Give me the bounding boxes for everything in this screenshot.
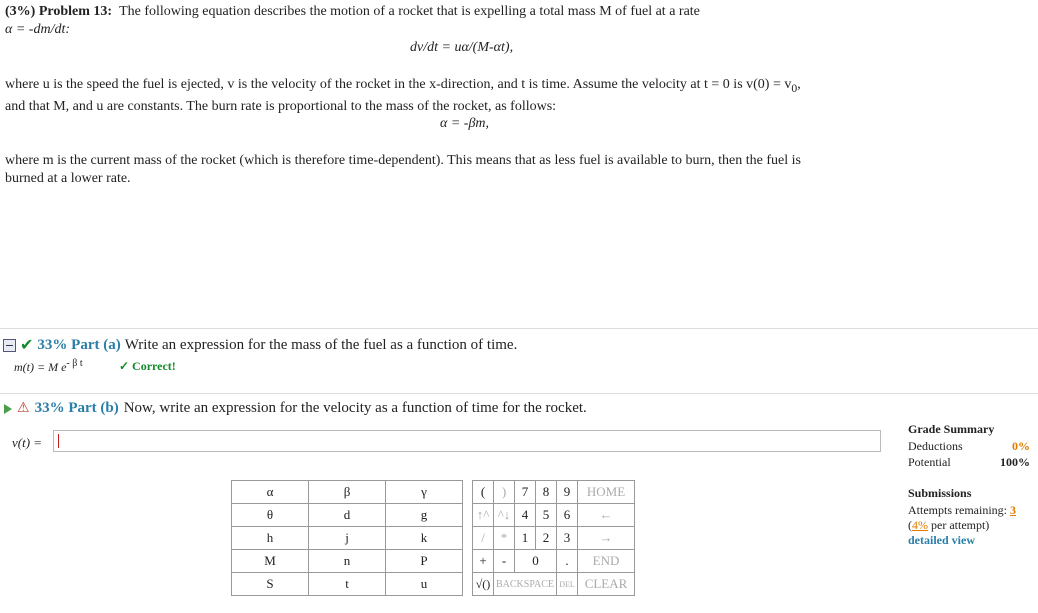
key-0[interactable]: 0: [515, 550, 557, 573]
key-j[interactable]: j: [309, 527, 386, 550]
submissions-title: Submissions: [908, 486, 972, 500]
answer-input[interactable]: [53, 430, 881, 452]
text-caret: [58, 434, 59, 448]
key-k[interactable]: k: [386, 527, 463, 550]
part-a-answer-text: m(t) = M e: [14, 360, 67, 374]
key-theta[interactable]: θ: [232, 504, 309, 527]
key-S[interactable]: S: [232, 573, 309, 596]
paragraph-1-comma: ,: [797, 77, 801, 92]
key-sqrt[interactable]: √(): [473, 573, 494, 596]
key-home[interactable]: HOME: [578, 481, 635, 504]
grade-summary: [908, 422, 1030, 548]
warning-icon: ⚠: [17, 401, 30, 416]
key-u[interactable]: u: [386, 573, 463, 596]
key-5[interactable]: 5: [536, 504, 557, 527]
key-right-arrow[interactable]: →: [578, 527, 635, 550]
detailed-view-link[interactable]: detailed view: [908, 533, 975, 547]
play-icon[interactable]: [4, 404, 12, 414]
divider-2: [0, 393, 1038, 394]
key-backspace[interactable]: BACKSPACE: [494, 573, 557, 596]
part-a-answer: [14, 358, 83, 375]
key-6[interactable]: 6: [557, 504, 578, 527]
potential-value: 100%: [1000, 455, 1030, 469]
paragraph-2-line-1: where m is the current mass of the rocket (which is therefore time-dependent). This means that as less fuel is available to burn, then the fuel is: [5, 153, 801, 168]
v0-subscript: 0: [791, 81, 798, 95]
paragraph-2: [5, 152, 801, 188]
part-b-header: [4, 400, 587, 417]
vt-label: v(t) =: [12, 435, 43, 450]
key-1[interactable]: 1: [515, 527, 536, 550]
key-2[interactable]: 2: [536, 527, 557, 550]
part-a-header: [3, 335, 517, 355]
key-divide[interactable]: /: [473, 527, 494, 550]
correct-status: ✓ Correct!: [119, 359, 176, 373]
divider: [0, 328, 1038, 329]
key-clear[interactable]: CLEAR: [578, 573, 635, 596]
key-8[interactable]: 8: [536, 481, 557, 504]
key-left-arrow[interactable]: ←: [578, 504, 635, 527]
key-del[interactable]: DEL: [557, 573, 578, 596]
key-9[interactable]: 9: [557, 481, 578, 504]
attempts-label: Attempts remaining:: [908, 503, 1007, 517]
key-open-paren[interactable]: (: [473, 481, 494, 504]
key-subscript[interactable]: ^↓: [494, 504, 515, 527]
per-attempt-row: (4% per attempt): [908, 518, 990, 532]
key-g[interactable]: g: [386, 504, 463, 527]
key-3[interactable]: 3: [557, 527, 578, 550]
key-n[interactable]: n: [309, 550, 386, 573]
checkmark-icon: ✔: [20, 337, 34, 354]
part-a-answer-exponent: - β t: [66, 358, 83, 369]
key-multiply[interactable]: *: [494, 527, 515, 550]
attempts-row: [908, 503, 1030, 518]
problem-header: [5, 4, 700, 20]
problem-intro: The following equation describes the motion of a rocket that is expelling a total mass M of fuel at a rate: [119, 4, 700, 19]
symbol-keypad: [231, 480, 463, 596]
part-a-text: Write an expression for the mass of the fuel as a function of time.: [124, 336, 518, 353]
key-P[interactable]: P: [386, 550, 463, 573]
key-7[interactable]: 7: [515, 481, 536, 504]
deductions-row: [908, 439, 1030, 454]
deductions-value: 0%: [1012, 439, 1030, 453]
potential-label: Potential: [908, 455, 951, 469]
per-attempt-text: per attempt): [931, 518, 990, 532]
key-t[interactable]: t: [309, 573, 386, 596]
equation-alpha: α = -βm,: [440, 116, 490, 131]
paragraph-1-line-2: and that M, and u are constants. The burn rate is proportional to the mass of the rocket, as follows:: [5, 98, 557, 114]
key-close-paren[interactable]: ): [494, 481, 515, 504]
key-decimal[interactable]: .: [557, 550, 578, 573]
key-minus[interactable]: -: [494, 550, 515, 573]
key-beta[interactable]: β: [309, 481, 386, 504]
key-gamma[interactable]: γ: [386, 481, 463, 504]
key-4[interactable]: 4: [515, 504, 536, 527]
collapse-icon[interactable]: [3, 339, 16, 352]
potential-row: [908, 455, 1030, 470]
paragraph-1: [5, 76, 801, 116]
key-h[interactable]: h: [232, 527, 309, 550]
equation-dvdt: dv/dt = uα/(M-αt),: [410, 40, 514, 55]
paragraph-2-line-2: burned at a lower rate.: [5, 171, 131, 186]
alpha-definition: α = -dm/dt:: [5, 22, 71, 37]
per-attempt-percent: 4%: [912, 518, 928, 532]
part-b-text: Now, write an expression for the velocity as a function of time for the rocket.: [123, 400, 587, 416]
key-M[interactable]: M: [232, 550, 309, 573]
attempts-value: 3: [1009, 503, 1016, 517]
paragraph-1-line-1: where u is the speed the fuel is ejected, v is the velocity of the rocket in the x-direction, and t is time. Assume the velocity at t = 0 is v(0) = v: [5, 77, 792, 92]
grade-summary-title: Grade Summary: [908, 422, 995, 436]
key-plus[interactable]: +: [473, 550, 494, 573]
part-b-percent: 33% Part (b): [34, 400, 119, 416]
deductions-label: Deductions: [908, 439, 963, 453]
numeric-keypad: [472, 480, 635, 596]
key-superscript[interactable]: ↑^: [473, 504, 494, 527]
part-a-percent: 33% Part (a): [37, 336, 121, 353]
key-alpha[interactable]: α: [232, 481, 309, 504]
key-d[interactable]: d: [309, 504, 386, 527]
key-end[interactable]: END: [578, 550, 635, 573]
problem-label: (3%) Problem 13:: [5, 4, 113, 19]
